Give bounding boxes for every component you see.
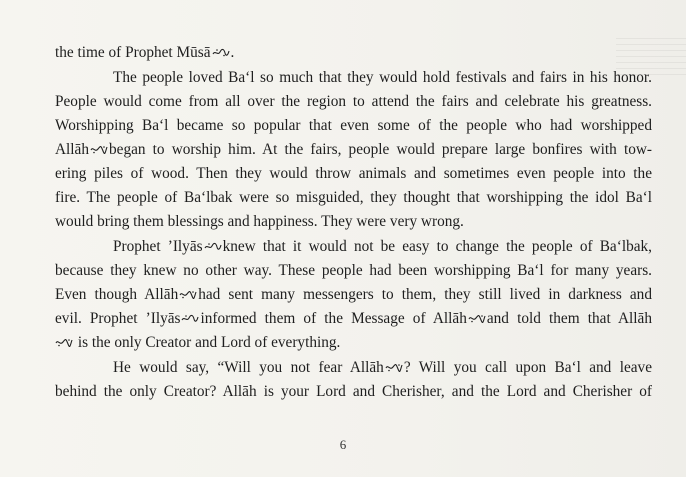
text-run: is the only Creator and Lord of everything.: [77, 334, 341, 351]
text-line-10: because they knew no other way. These people had been worshipping Ba‘l for many years.: [55, 262, 652, 279]
text-run: and told them that Allāh: [486, 310, 652, 327]
text-line-12: [55, 309, 652, 329]
text-line-14: [113, 358, 652, 378]
text-run: Prophet ’Ilyās: [113, 238, 203, 255]
text-line-4: Worshipping Ba‘l became so popular that even some of the people who had worshipped: [55, 117, 652, 134]
text-line-6: ering piles of wood. Then they would throw animals and sometimes even people into the: [55, 165, 652, 182]
text-run: the time of Prophet Mūsā: [55, 44, 211, 61]
text-line-7: fire. The people of Ba‘lbak were so misguided, they thought that worshipping the idol Ba‘l: [55, 189, 652, 206]
honorific-glyph-icon: [204, 242, 222, 251]
text-run: informed them of the Message of Allāh: [200, 310, 467, 327]
text-line-15: behind the only Creator? Allāh is your Lord and Cherisher, and the Lord and Cherisher of: [55, 383, 652, 400]
text-line-1: [55, 43, 652, 63]
text-line-11: [55, 285, 652, 305]
text-run: .: [230, 44, 235, 61]
text-run: He would say, “Will you not fear Allāh: [113, 359, 384, 376]
text-line-8: would bring them blessings and happiness. They were very wrong.: [55, 213, 464, 230]
text-run: Even though Allāh: [55, 286, 179, 303]
text-line-3: People would come from all over the region to attend the fairs and celebrate his greatness.: [55, 93, 652, 110]
text-line-9: [113, 237, 652, 257]
text-line-5: [55, 140, 652, 160]
honorific-glyph-icon: [212, 48, 230, 57]
honorific-glyph-icon: [385, 363, 403, 372]
text-line-13: [55, 333, 652, 353]
honorific-glyph-icon: [55, 338, 73, 347]
text-run: began to worship him. At the fairs, people would prepare large bonfires with tow-: [109, 141, 652, 158]
honorific-glyph-icon: [179, 290, 197, 299]
honorific-glyph-icon: [468, 314, 486, 323]
text-line-2: The people loved Ba‘l so much that they would hold festivals and fairs in his honor.: [113, 69, 652, 86]
page-number: 6: [339, 437, 347, 452]
text-run: ? Will you call upon Ba‘l and leave: [403, 359, 652, 376]
honorific-glyph-icon: [181, 314, 199, 323]
text-run: evil. Prophet ’Ilyās: [55, 310, 181, 327]
text-run: knew that it would not be easy to change the people of Ba‘lbak,: [222, 238, 652, 255]
text-run: had sent many messengers to them, they still lived in darkness and: [198, 286, 652, 303]
honorific-glyph-icon: [90, 145, 108, 154]
text-run: Allāh: [55, 141, 89, 158]
